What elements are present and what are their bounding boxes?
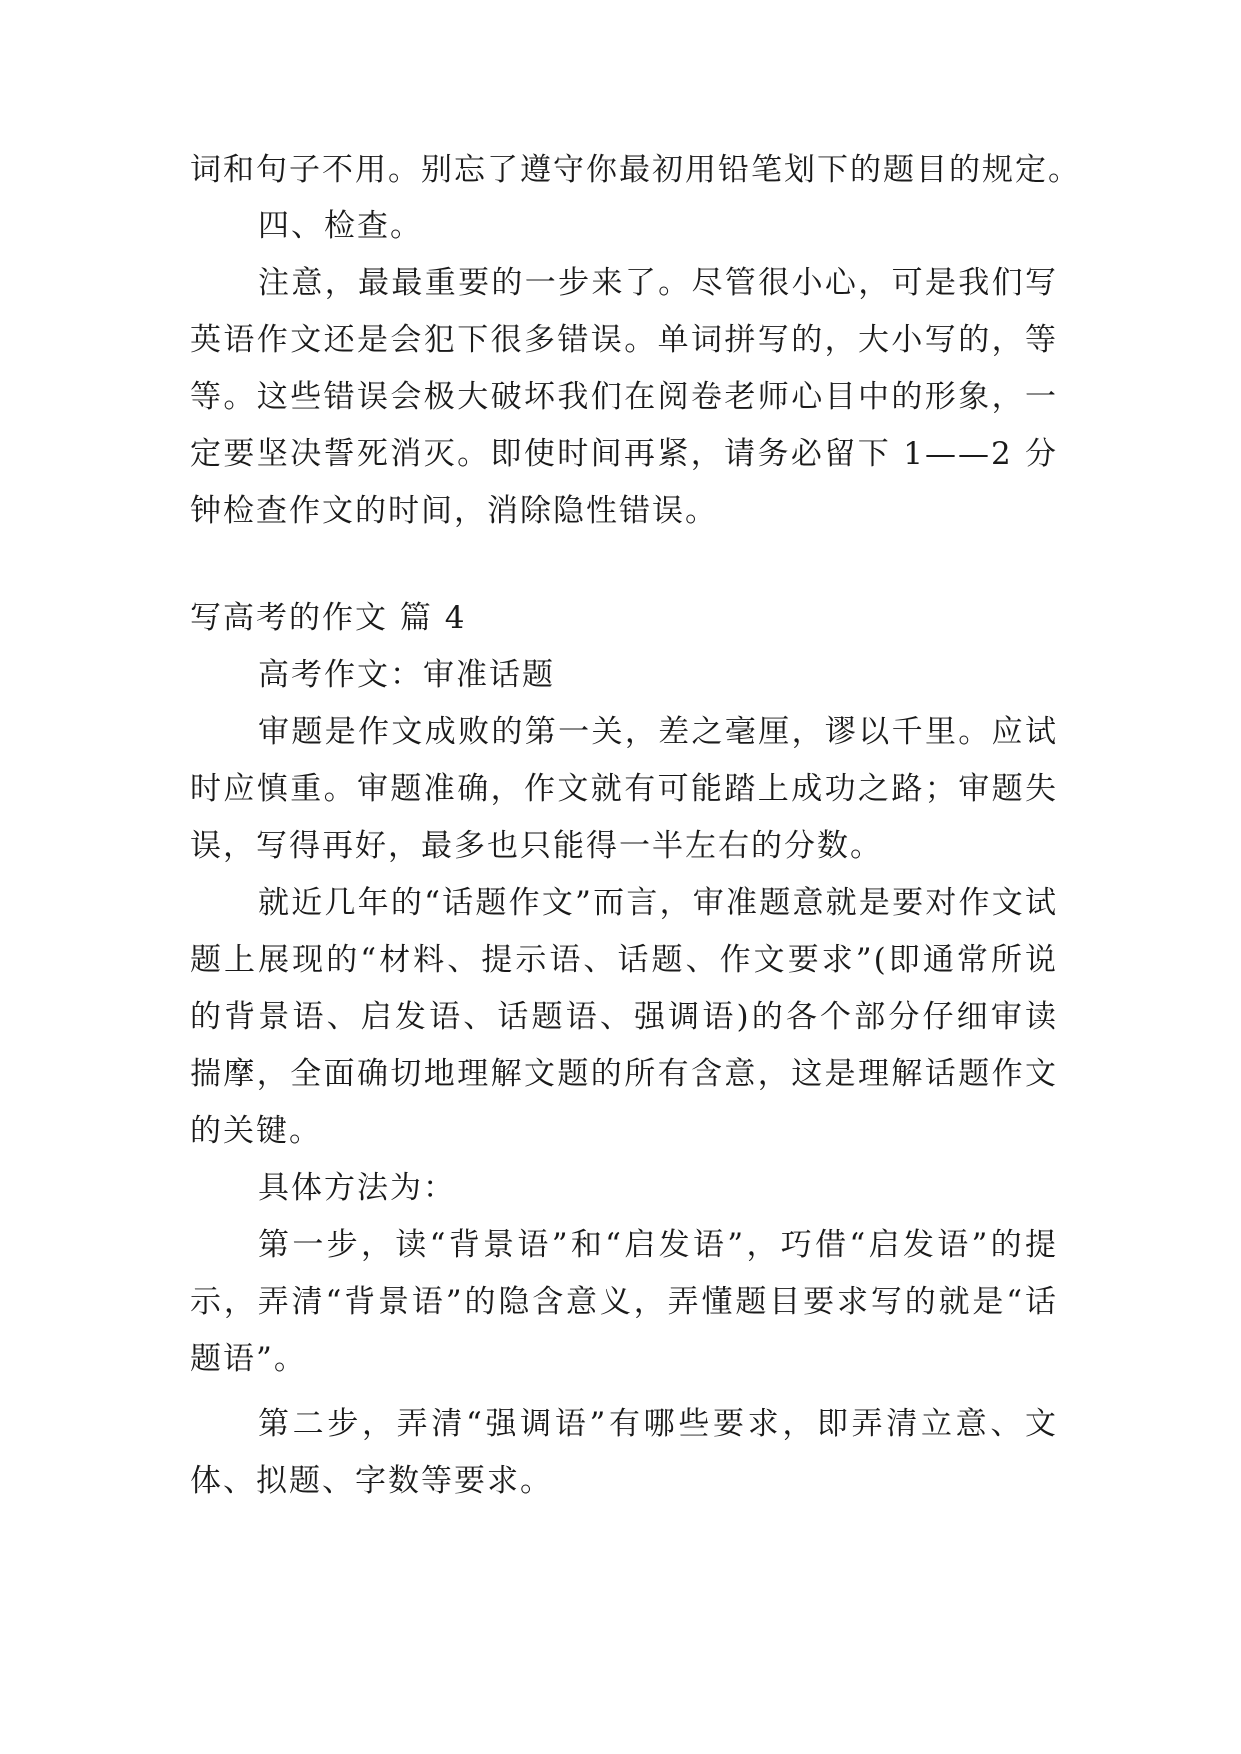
article-subheading: 高考作文：审准话题 [258,657,555,693]
document-body [190,150,1090,1510]
spacer [190,1388,1090,1396]
paragraph-5: 第二步，弄清“强调语”有哪些要求，即弄清立意、文体、拟题、字数等要求。 [190,1406,1058,1499]
check-paragraph: 注意，最最重要的一步来了。尽管很小心，可是我们写英语作文还是会犯下很多错误。单词拼写的，大小写的，等等。这些错误会极大破坏我们在阅卷老师心目中的形象，一定要坚决誓死消灭。即使时间再紧，请务必留下 1——2 分钟检查作文的时间，消除隐性错误。 [190,265,1058,529]
paragraph-3: 具体方法为： [258,1170,456,1206]
section-heading-check: 四、检查。 [258,208,423,244]
spacer [190,190,1090,198]
article-title: 写高考的作文 篇 4 [190,600,467,636]
paragraph-1: 审题是作文成败的第一关，差之毫厘，谬以千里。应试时应慎重。审题准确，作文就有可能踏上成功之路；审题失误，写得再好，最多也只能得一半左右的分数。 [190,714,1058,864]
carryover-line: 词和句子不用。别忘了遵守你最初用铅笔划下的题目的规定。 [190,152,1081,188]
paragraph-2: 就近几年的“话题作文”而言，审准题意就是要对作文试题上展现的“材料、提示语、话题、作文要求”(即通常所说的背景语、启发语、话题语、强调语)的各个部分仔细审读揣摩，全面确切地理解文题的所有含意，这是理解话题作文的关键。 [190,885,1058,1149]
section-spacer [190,540,1090,590]
paragraph-4: 第一步，读“背景语”和“启发语”，巧借“启发语”的提示，弄清“背景语”的隐含意义，弄懂题目要求写的就是“话题语”。 [190,1227,1058,1377]
